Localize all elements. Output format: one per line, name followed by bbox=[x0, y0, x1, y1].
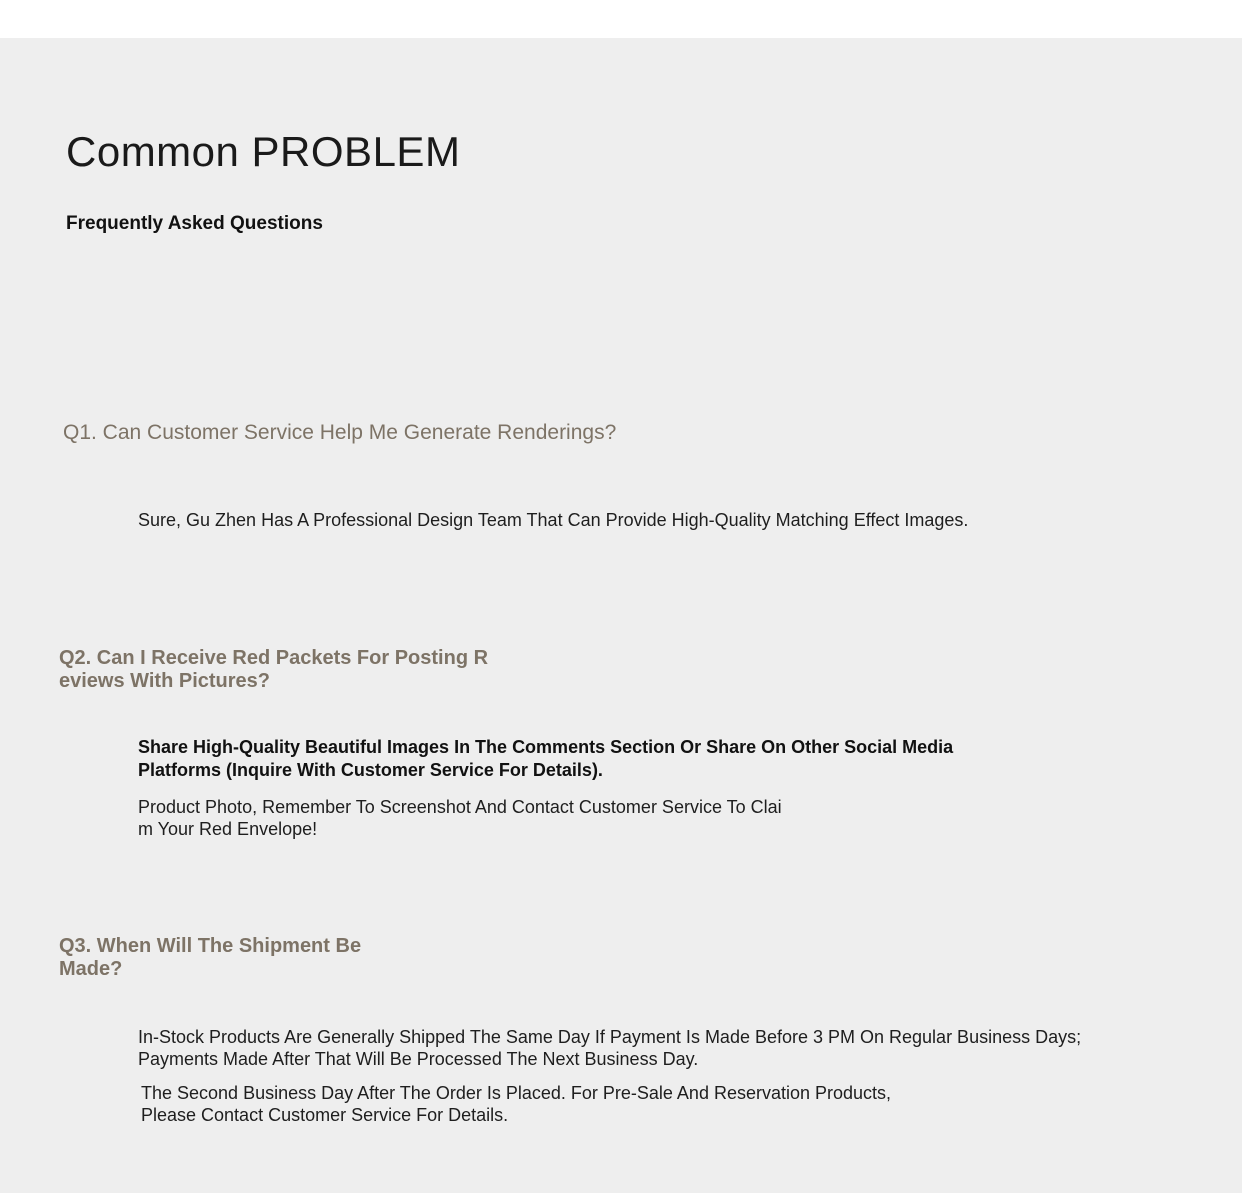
faq-q3-answer-2-line-1: The Second Business Day After The Order Is Placed. For Pre-Sale And Reservation Products, bbox=[141, 1083, 892, 1103]
faq-q2-answer-bold-line-1: Share High-Quality Beautiful Images In The Comments Section Or Share On Other Social Media bbox=[138, 737, 954, 757]
faq-q3-answer-2-line-2: Please Contact Customer Service For Details. bbox=[141, 1105, 509, 1125]
faq-q3-answer-1 bbox=[138, 1026, 1081, 1070]
faq-q2-answer-line-1: Product Photo, Remember To Screenshot And Contact Customer Service To Clai bbox=[138, 797, 782, 817]
faq-q1-answer bbox=[138, 509, 968, 531]
faq-q1-question-text: Q1. Can Customer Service Help Me Generate Renderings? bbox=[63, 421, 617, 444]
faq-q3-answer-1-line-2: Payments Made After That Will Be Processed The Next Business Day. bbox=[138, 1049, 699, 1069]
content-area bbox=[0, 38, 1242, 1193]
faq-q2-answer bbox=[138, 796, 782, 840]
faq-q3-answer-1-line-1: In-Stock Products Are Generally Shipped The Same Day If Payment Is Made Before 3 PM On Regular Business Days; bbox=[138, 1027, 1082, 1047]
page-subtitle: Frequently Asked Questions bbox=[66, 213, 323, 234]
top-bar bbox=[0, 0, 1242, 38]
faq-q2-answer-line-2: m Your Red Envelope! bbox=[138, 819, 318, 839]
faq-q2-question-line-1: Q2. Can I Receive Red Packets For Posting R bbox=[59, 647, 489, 669]
faq-q2-answer-bold-line-2: Platforms (Inquire With Customer Service For Details). bbox=[138, 760, 603, 780]
faq-q1-answer-line-1: Sure, Gu Zhen Has A Professional Design Team That Can Provide High-Quality Matching Effect Images. bbox=[138, 510, 969, 530]
faq-q3-question-line-2: Made? bbox=[59, 958, 123, 980]
page-title: Common PROBLEM bbox=[66, 128, 461, 175]
faq-q3-answer-2 bbox=[141, 1082, 891, 1126]
faq-q2-question-line-2: eviews With Pictures? bbox=[59, 670, 270, 692]
faq-q2-question bbox=[59, 647, 488, 693]
faq-q1-question bbox=[63, 421, 616, 444]
faq-q3-question bbox=[59, 935, 361, 981]
faq-q3-question-line-1: Q3. When Will The Shipment Be bbox=[59, 935, 362, 957]
faq-q2-answer-bold bbox=[138, 736, 953, 782]
